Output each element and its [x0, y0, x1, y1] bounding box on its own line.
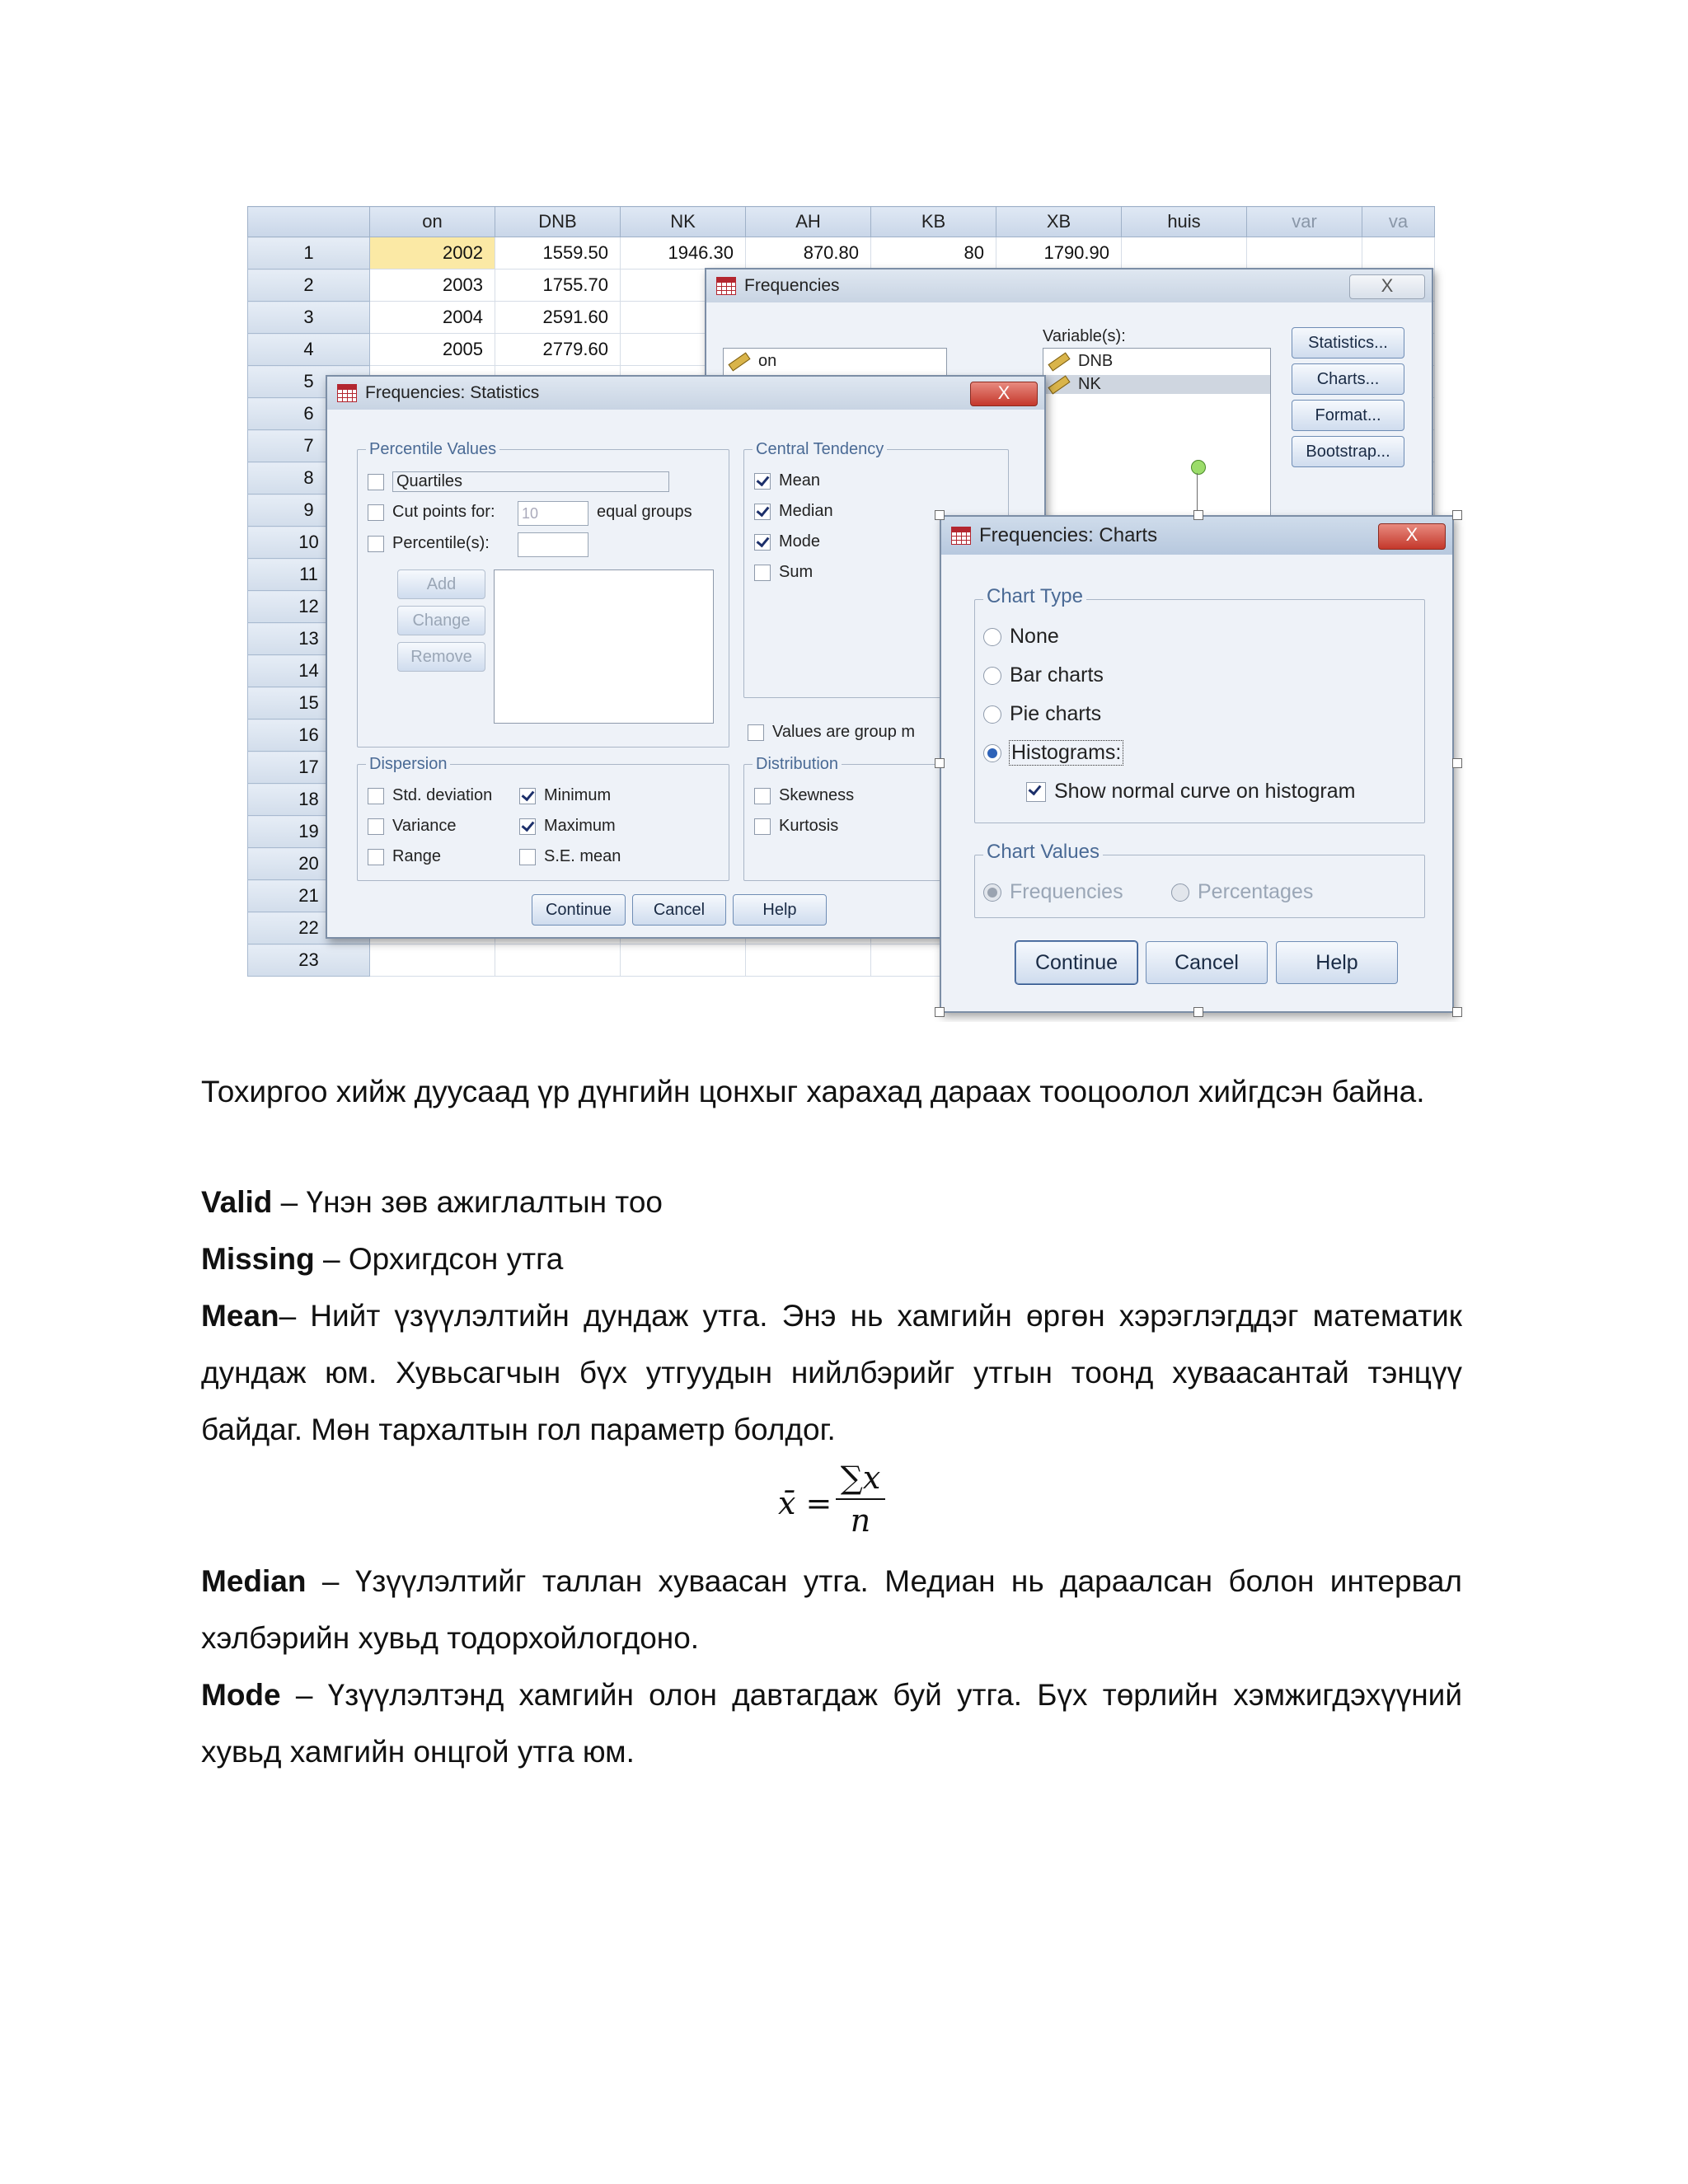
cell-nk[interactable]: 1946.30 [621, 237, 746, 269]
bar-charts-option[interactable] [983, 663, 1104, 687]
chart-type-label: Chart Type [983, 587, 1086, 607]
row-number[interactable]: 1 [248, 237, 370, 269]
cell-huis[interactable] [1122, 237, 1247, 269]
mode-label: Mode [779, 532, 821, 551]
close-icon[interactable]: X [1378, 523, 1446, 550]
statistics-titlebar [327, 377, 1044, 410]
equal-groups-label: equal groups [597, 503, 692, 521]
cell-on[interactable]: 2004 [370, 302, 495, 334]
sheet-header-row [248, 207, 1435, 237]
missing-description: – Орхигдсон утга [314, 1242, 564, 1276]
spss-screenshot [247, 206, 1467, 1022]
se-mean-label: S.E. mean [544, 847, 621, 865]
chart-type-group [974, 585, 1425, 823]
minimum-label: Minimum [544, 786, 612, 804]
values-group-checkbox[interactable] [748, 724, 764, 741]
cell-nk[interactable] [621, 944, 746, 977]
rotate-handle-line [1197, 473, 1198, 511]
ruler-icon [1048, 375, 1070, 394]
rotate-handle[interactable] [1191, 460, 1206, 475]
ruler-icon [728, 352, 750, 371]
row-number[interactable]: 20 [248, 848, 370, 880]
percentile-list[interactable] [494, 569, 714, 724]
cell-dnb[interactable]: 2779.60 [495, 334, 621, 366]
row-number[interactable]: 14 [248, 655, 370, 687]
none-radio[interactable] [983, 628, 1001, 646]
resize-handle[interactable] [1193, 510, 1203, 520]
col-header-var2[interactable]: va [1362, 207, 1435, 237]
variance-option[interactable] [368, 817, 456, 836]
cut-points-input[interactable]: 10 [518, 501, 588, 526]
cell-dnb[interactable]: 1755.70 [495, 269, 621, 302]
normal-curve-checkbox[interactable] [1026, 782, 1046, 802]
frequencies-label: Frequencies [1010, 880, 1123, 903]
format-button[interactable]: Format... [1292, 400, 1404, 431]
quartiles-label: Quartiles [392, 471, 669, 492]
mode-term: Mode [201, 1678, 281, 1712]
row-number[interactable]: 22 [248, 912, 370, 944]
cell-on[interactable] [370, 944, 495, 977]
median-option[interactable] [754, 502, 833, 521]
histograms-label: Histograms: [1011, 741, 1122, 764]
central-tendency-label: Central Tendency [753, 439, 887, 459]
median-definition [201, 1553, 1462, 1666]
formula-lhs: x̄ = [778, 1485, 832, 1521]
statistics-button[interactable]: Statistics... [1292, 327, 1404, 359]
formula-fraction [836, 1457, 885, 1541]
close-icon[interactable]: X [1349, 274, 1425, 299]
row-number[interactable]: 16 [248, 719, 370, 752]
cut-points-checkbox[interactable] [368, 504, 384, 521]
variance-checkbox[interactable] [368, 818, 384, 835]
change-button[interactable]: Change [397, 606, 485, 635]
maximum-checkbox[interactable] [519, 818, 536, 835]
maximum-label: Maximum [544, 817, 616, 835]
range-option[interactable] [368, 847, 441, 866]
median-term: Median [201, 1564, 307, 1598]
row-number[interactable]: 4 [248, 334, 370, 366]
chart-values-label: Chart Values [983, 842, 1103, 862]
mean-option[interactable] [754, 471, 820, 490]
statistics-title: Frequencies: Statistics [365, 383, 540, 402]
corner-cell [248, 207, 370, 237]
skewness-label: Skewness [779, 786, 855, 804]
mean-formula [778, 1457, 926, 1548]
percentages-label: Percentages [1198, 880, 1314, 903]
cancel-button[interactable]: Cancel [632, 894, 726, 926]
mode-option[interactable] [754, 532, 820, 551]
missing-definition [201, 1230, 1462, 1287]
kurtosis-option[interactable] [754, 817, 838, 836]
charts-title: Frequencies: Charts [979, 524, 1158, 546]
charts-titlebar [941, 517, 1452, 555]
ruler-icon [1048, 352, 1070, 371]
normal-curve-label: Show normal curve on histogram [1054, 780, 1356, 803]
sum-option[interactable] [754, 563, 813, 582]
close-icon[interactable]: X [970, 382, 1038, 406]
percentages-radio[interactable] [1171, 883, 1189, 902]
variable-label: DNB [1078, 352, 1114, 370]
continue-button[interactable]: Continue [532, 894, 626, 926]
col-header-nk[interactable]: NK [621, 207, 746, 237]
col-header-var[interactable]: var [1247, 207, 1362, 237]
cell-on[interactable]: 2002 [370, 237, 495, 269]
cell-xb[interactable]: 1790.90 [996, 237, 1122, 269]
list-item[interactable] [729, 352, 776, 371]
variable-label: NK [1078, 375, 1101, 393]
mean-term: Mean [201, 1299, 279, 1333]
valid-term: Valid [201, 1185, 273, 1219]
median-label: Median [779, 502, 833, 520]
se-mean-option[interactable] [519, 847, 621, 866]
mode-checkbox[interactable] [754, 534, 771, 551]
add-button[interactable]: Add [397, 569, 485, 599]
variables-label: Variable(s): [1043, 327, 1126, 345]
frequencies-titlebar [706, 269, 1432, 302]
resize-handle[interactable] [1193, 1007, 1203, 1017]
distribution-label: Distribution [753, 754, 842, 774]
values-group-option[interactable] [748, 723, 915, 742]
cell-var[interactable] [1247, 237, 1362, 269]
cell-dnb[interactable]: 2591.60 [495, 302, 621, 334]
charts-dialog [940, 515, 1454, 1013]
frequencies-table-icon [716, 277, 736, 295]
cut-points-label: Cut points for: [392, 503, 495, 521]
cell-on[interactable]: 2003 [370, 269, 495, 302]
cell-on[interactable]: 2005 [370, 334, 495, 366]
row-number[interactable]: 21 [248, 880, 370, 912]
percentiles-input[interactable] [518, 532, 588, 557]
chart-values-group [974, 841, 1425, 918]
frequencies-radio[interactable] [983, 883, 1001, 902]
skewness-option[interactable] [754, 786, 854, 805]
std-deviation-checkbox[interactable] [368, 788, 384, 804]
std-deviation-option[interactable] [368, 786, 492, 805]
percentages-option[interactable] [1171, 880, 1313, 904]
pie-charts-option[interactable] [983, 702, 1101, 726]
cell-ah[interactable] [746, 944, 871, 977]
col-header-xb[interactable]: XB [996, 207, 1122, 237]
col-header-ah[interactable]: AH [746, 207, 871, 237]
cell-dnb[interactable] [495, 944, 621, 977]
row-number[interactable]: 5 [248, 366, 370, 398]
col-header-huis[interactable]: huis [1122, 207, 1247, 237]
bar-charts-radio[interactable] [983, 667, 1001, 685]
minimum-checkbox[interactable] [519, 788, 536, 804]
help-button[interactable]: Help [1276, 941, 1398, 984]
statistics-dialog [326, 375, 1046, 939]
row-number[interactable]: 19 [248, 816, 370, 848]
row-number[interactable]: 8 [248, 462, 370, 494]
median-description: – Үзүүлэлтийг таллан хуваасан утга. Медиан нь дараалсан болон интервал хэлбэрийн хувьд тодорхойлогдоно. [201, 1564, 1462, 1655]
row-number[interactable]: 12 [248, 591, 370, 623]
none-label: None [1010, 625, 1059, 648]
row-number[interactable]: 10 [248, 527, 370, 559]
charts-button[interactable]: Charts... [1292, 363, 1404, 395]
minimum-option[interactable] [519, 786, 611, 805]
row-number[interactable]: 13 [248, 623, 370, 655]
frequencies-option[interactable] [983, 880, 1123, 904]
mean-label: Mean [779, 471, 821, 490]
help-button[interactable]: Help [733, 894, 827, 926]
mean-description: – Нийт үзүүлэлтийн дундаж утга. Энэ нь хамгийн өргөн хэрэглэгддэг математик дундаж юм. Хувьсагчын бүх утгуудын нийлбэрийг утгын тоонд хуваасантай тэнцүү байдаг. Мөн тархалтын гол параметр болдог. [201, 1299, 1462, 1446]
range-label: Range [392, 847, 441, 865]
mode-description: – Үзүүлэлтэнд хамгийн олон давтагдаж буй утга. Бүх төрлийн хэмжигдэхүүний хувьд хамгийн онцгой утга юм. [201, 1678, 1462, 1769]
mean-definition [201, 1287, 1462, 1458]
histograms-option[interactable] [983, 741, 1123, 765]
row-number[interactable]: 15 [248, 687, 370, 719]
histograms-radio[interactable] [983, 744, 1001, 762]
range-checkbox[interactable] [368, 849, 384, 865]
cell-dnb[interactable]: 1559.50 [495, 237, 621, 269]
row-number[interactable]: 6 [248, 398, 370, 430]
list-item[interactable] [1043, 375, 1270, 394]
dispersion-label: Dispersion [366, 754, 450, 774]
bootstrap-button[interactable]: Bootstrap... [1292, 436, 1404, 467]
row-number[interactable]: 23 [248, 944, 370, 977]
quartiles-checkbox[interactable] [368, 474, 384, 490]
row-number[interactable]: 7 [248, 430, 370, 462]
cell-kb[interactable]: 80 [871, 237, 996, 269]
percentile-values-label: Percentile Values [366, 439, 499, 459]
percentiles-checkbox[interactable] [368, 536, 384, 552]
formula-denominator: n [850, 1502, 871, 1539]
row-number[interactable]: 18 [248, 784, 370, 816]
continue-button[interactable]: Continue [1015, 941, 1137, 984]
cancel-button[interactable]: Cancel [1146, 941, 1268, 984]
std-deviation-label: Std. deviation [392, 786, 493, 804]
percentiles-label: Percentile(s): [392, 534, 490, 552]
kurtosis-checkbox[interactable] [754, 818, 771, 835]
col-header-on[interactable]: on [370, 207, 495, 237]
se-mean-checkbox[interactable] [519, 849, 536, 865]
row-number[interactable]: 3 [248, 302, 370, 334]
charts-table-icon [951, 527, 971, 545]
none-option[interactable] [983, 625, 1059, 649]
valid-definition [201, 1174, 1462, 1230]
sum-label: Sum [779, 563, 814, 581]
maximum-option[interactable] [519, 817, 616, 836]
variance-label: Variance [392, 817, 457, 835]
col-header-kb[interactable]: KB [871, 207, 996, 237]
missing-term: Missing [201, 1242, 315, 1276]
values-group-label: Values are group m [772, 723, 916, 741]
resize-handle[interactable] [1452, 758, 1462, 768]
bar-charts-label: Bar charts [1010, 663, 1104, 687]
row-number[interactable]: 9 [248, 494, 370, 527]
skewness-checkbox[interactable] [754, 788, 771, 804]
resize-handle[interactable] [1452, 1007, 1462, 1017]
sum-checkbox[interactable] [754, 565, 771, 581]
cell-va[interactable] [1362, 237, 1435, 269]
percentiles-option[interactable] [368, 534, 490, 553]
row-number[interactable]: 17 [248, 752, 370, 784]
mode-definition [201, 1666, 1462, 1780]
table-row [248, 237, 1435, 269]
row-number[interactable]: 2 [248, 269, 370, 302]
pie-charts-label: Pie charts [1010, 702, 1102, 725]
resize-handle[interactable] [935, 1007, 945, 1017]
resize-handle[interactable] [935, 510, 945, 520]
row-number[interactable]: 11 [248, 559, 370, 591]
col-header-dnb[interactable]: DNB [495, 207, 621, 237]
statistics-table-icon [337, 384, 357, 402]
source-item-label: on [758, 352, 777, 370]
quartiles-option[interactable] [368, 471, 669, 492]
dispersion-group [357, 755, 729, 881]
median-checkbox[interactable] [754, 504, 771, 520]
remove-button[interactable]: Remove [397, 642, 485, 672]
target-variable-list[interactable] [1043, 348, 1271, 523]
kurtosis-label: Kurtosis [779, 817, 839, 835]
list-item[interactable] [1048, 352, 1113, 371]
cut-points-option[interactable] [368, 503, 495, 522]
formula-numerator: ∑x [840, 1460, 881, 1496]
percentile-values-group [357, 440, 729, 748]
cell-ah[interactable]: 870.80 [746, 237, 871, 269]
normal-curve-option[interactable] [1026, 780, 1355, 804]
mean-checkbox[interactable] [754, 473, 771, 490]
resize-handle[interactable] [1452, 510, 1462, 520]
valid-description: – Үнэн зөв ажиглалтын тоо [272, 1185, 663, 1219]
frequencies-title: Frequencies [744, 276, 840, 295]
resize-handle[interactable] [935, 758, 945, 768]
pie-charts-radio[interactable] [983, 705, 1001, 724]
intro-paragraph: Тохиргоо хийж дуусаад үр дүнгийн цонхыг харахад дараах тооцоолол хийгдсэн байна. [201, 1075, 1425, 1108]
